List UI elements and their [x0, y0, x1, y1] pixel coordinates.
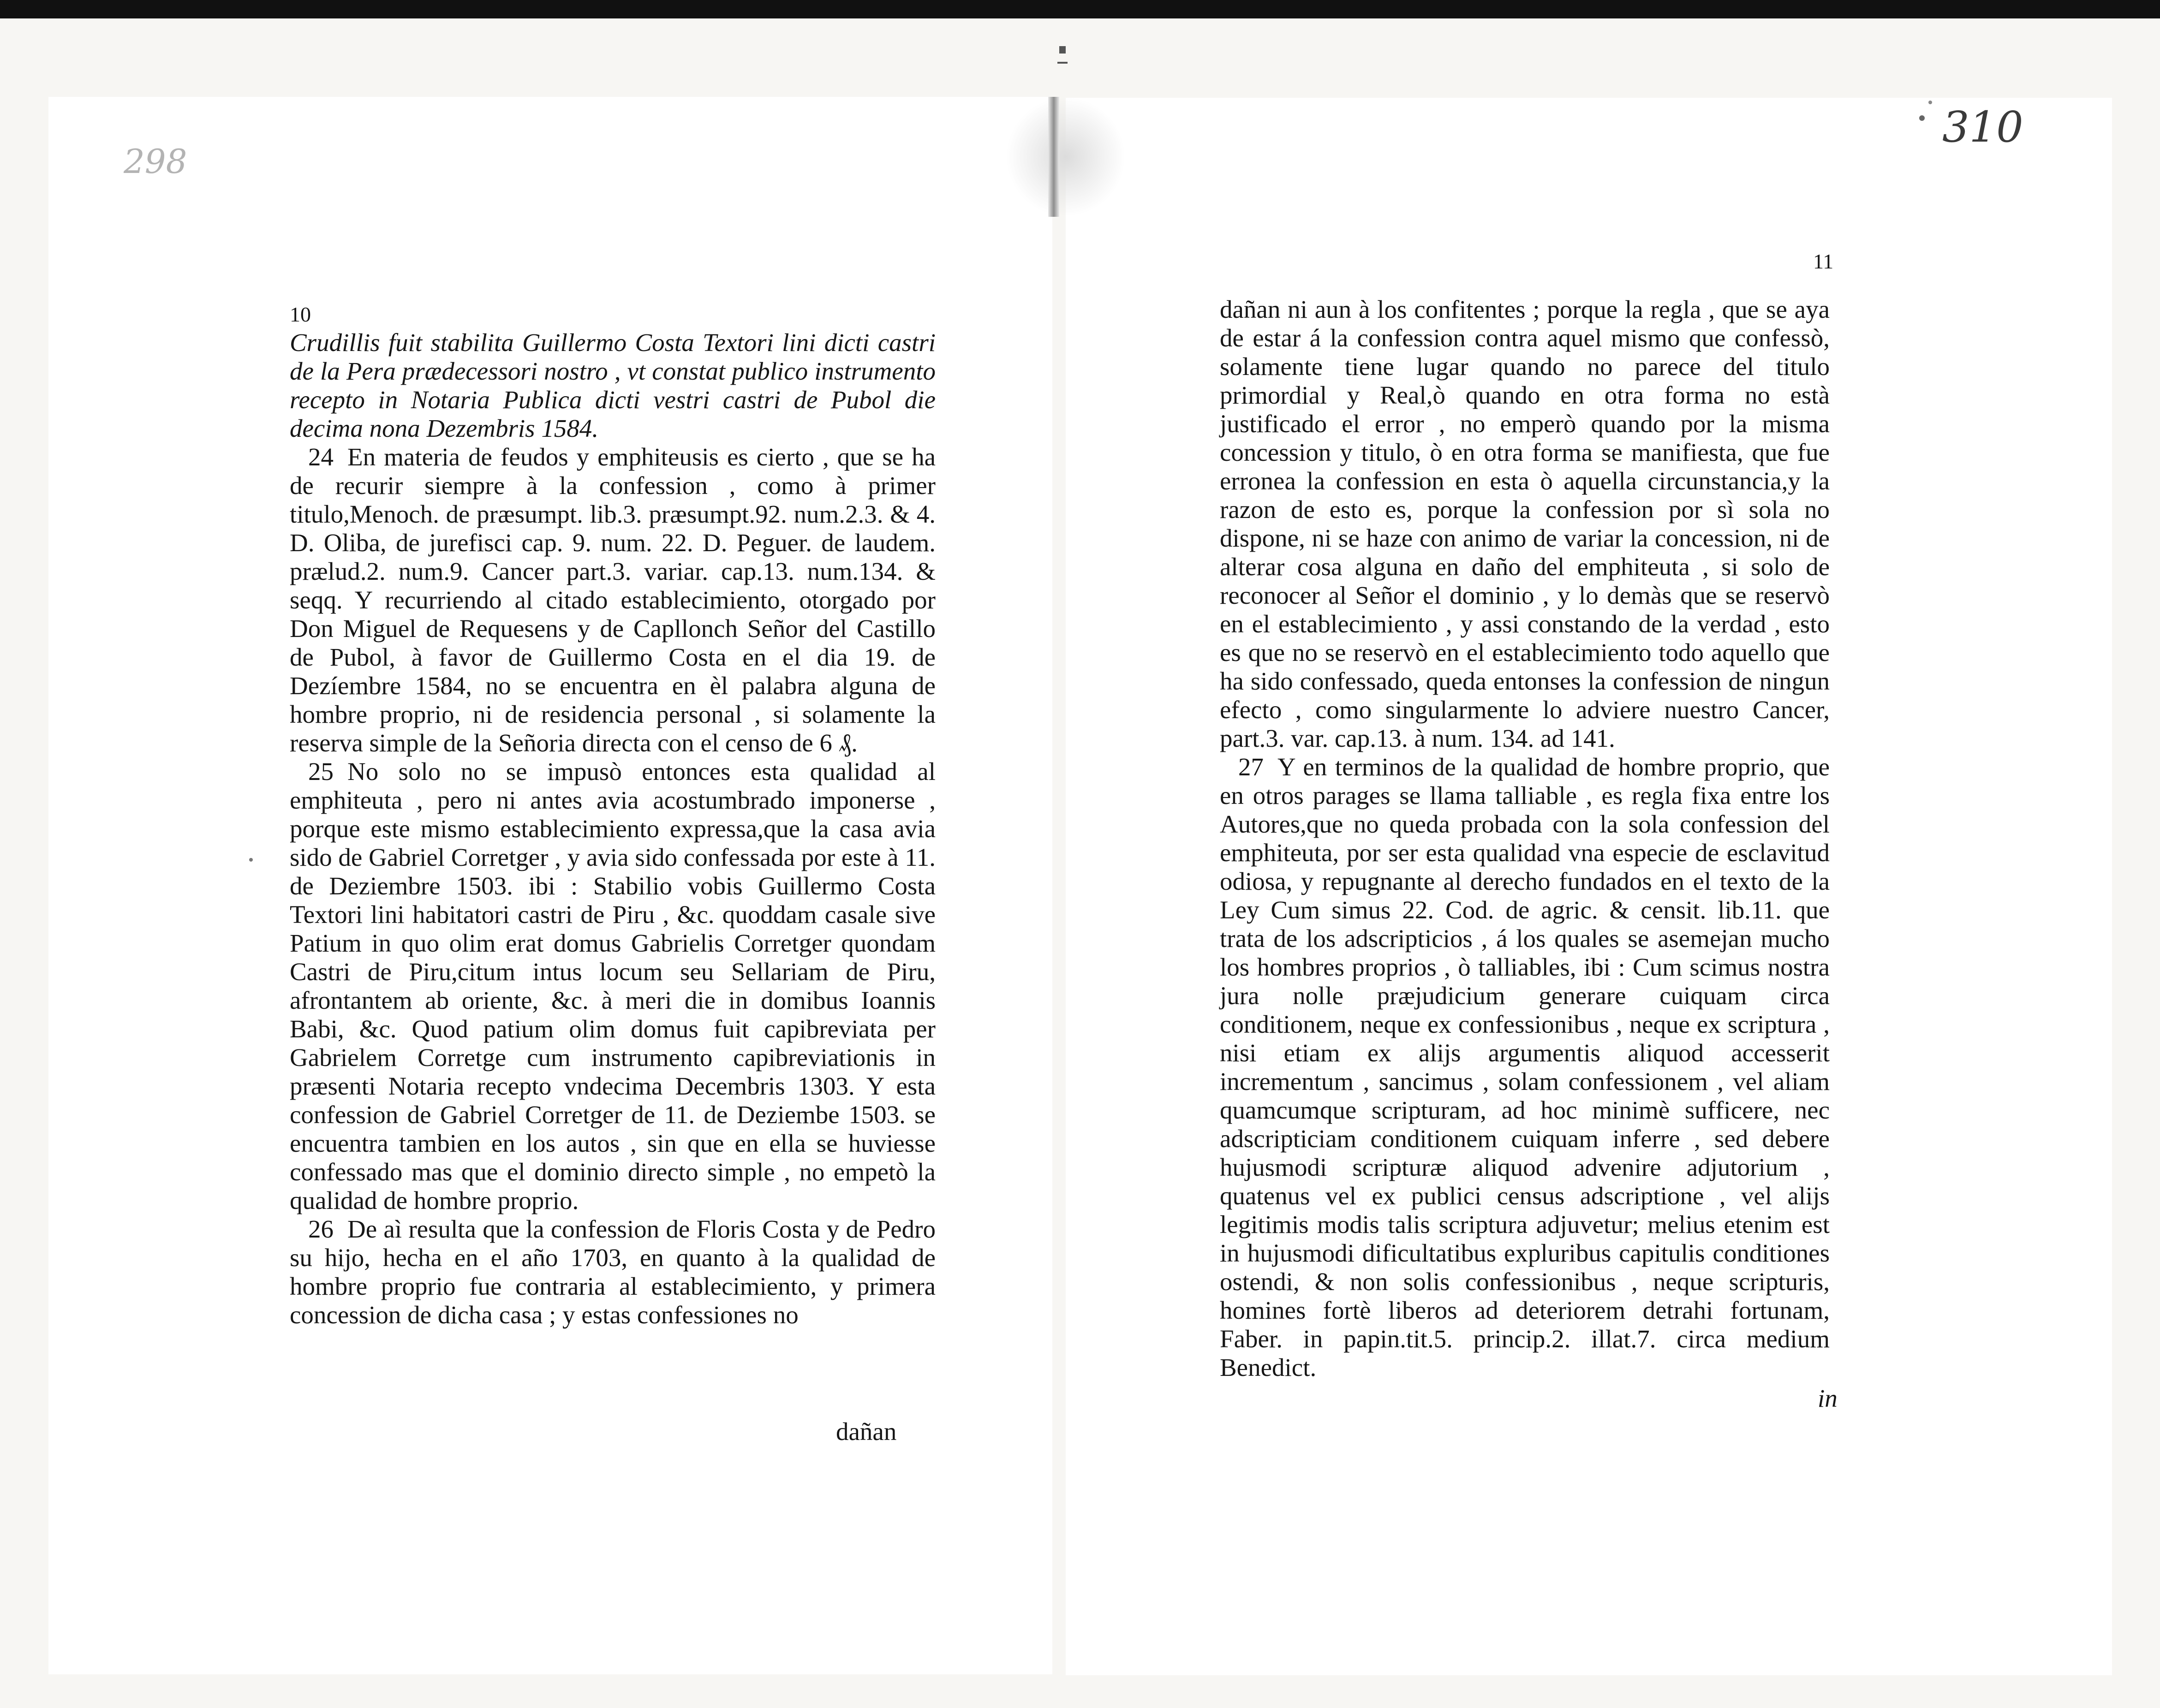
catchword-right: in: [1818, 1384, 1838, 1412]
scan-top-edge: [0, 0, 2160, 18]
paragraph-text: En materia de feudos y emphiteusis es cierto , que se ha de recurir siempre à la confession , como à primer titulo,Menoch. de præsumpt. lib.3. præsumpt.92. num.2.3. & 4. D. Oliba, de jurefisci cap. 9. num. 22. D. Peguer. de laudem. prælud.2. num.9. Cancer part.3. variar. cap.13. num.134. & seqq. Y recurriendo al citado establecimiento, otorgado por Don Miguel de Requesens y de Capllonch Señor del Castillo de Pubol, à favor de Guillermo Costa en el dia 19. de Dezíembre 1584, no se encuentra en èl palabra alguna de hombre proprio, ni de residencia personal , si solamente la reserva simple de la Señoria directa con el censo de 6 ₰.: [290, 443, 936, 757]
paragraph: [290, 757, 936, 1215]
left-page-text: [290, 328, 936, 1329]
page-number-right: 11: [1813, 250, 1834, 273]
catchword-left: dañan: [836, 1417, 897, 1446]
right-page-text: [1220, 295, 1830, 1382]
scan-gutter-mark-line: [1057, 62, 1068, 64]
paragraph: [1220, 295, 1830, 753]
page-number-left: 10: [290, 303, 311, 326]
paragraph-number: 26: [308, 1215, 334, 1243]
spine-shadow: [1006, 97, 1126, 217]
scan-gutter-mark: [1059, 46, 1066, 54]
paragraph: [290, 443, 936, 757]
ink-speck: [1919, 115, 1925, 121]
handwritten-folio-left: 298: [124, 142, 187, 181]
paragraph: [1220, 753, 1830, 1382]
ink-speck: [249, 858, 253, 862]
handwritten-folio-right: 310: [1942, 102, 2023, 152]
paragraph-text: De aì resulta que la confession de Floris Costa y de Pedro su hijo, hecha en el año 1703, en quanto à la qualidad de hombre proprio fue contraria al establecimiento, y primera concession de dicha casa ; y estas confessiones no: [290, 1215, 936, 1329]
ink-speck: [1928, 101, 1932, 104]
paragraph: [290, 328, 936, 443]
paragraph-text: Y en terminos de la qualidad de hombre proprio, que en otros parages se llama talliable , es regla fixa entre los Autores,que no queda probada con la sola confession del emphiteuta, por ser esta qualidad vna especie de esclavitud odiosa, y repugnante al derecho fundados en el texto de la Ley Cum simus 22. Cod. de agric. & censit. lib.11. que trata de los adscripticios , á los quales se asemejan mucho los hombres proprios , ò talliables, ibi : Cum scimus nostra jura nolle præjudicium generare cuiquam circa conditionem, neque ex confessionibus , neque ex scriptura , nisi etiam ex alijs argumentis aliquod accesserit incrementum , sancimus , solam confessionem , vel aliam quamcumque scripturam, ad hoc minimè sufficere, nec adscripticiam conditionem cuiquam inferre , sed debere hujusmodi scripturæ aliquod advenire adjutorium , quatenus vel ex publici census adscriptione , vel alijs legitimis modis talis scriptura adjuvetur; melius etenim est in hujusmodi dificultatibus expluribus capitulis conditiones ostendi, & non solis confessionibus , neque scripturis, homines fortè liberos ad deteriorem detrahi fortunam, Faber. in papin.tit.5. princip.2. illat.7. circa medium Benedict.: [1220, 753, 1830, 1381]
paragraph-number: 24: [308, 443, 334, 471]
paragraph-number: 25: [308, 757, 334, 786]
paragraph-number: 27: [1238, 753, 1264, 781]
book-spine: [1048, 97, 1059, 217]
paragraph: [290, 1215, 936, 1329]
paragraph-text: No solo no se impusò entonces esta qualidad al emphiteuta , pero ni antes avia acostumbrado imponerse , porque este mismo establecimiento expressa,que la casa avia sido de Gabriel Corretger , y avia sido confessada por este à 11. de Deziembre 1503. ibi : Stabilio vobis Guillermo Costa Textori lini habitatori castri de Piru , &c. quoddam casale sive Patium in quo olim erat domus Gabrielis Corretger quondam Castri de Piru,citum intus locum seu Sellariam de Piru, afrontantem ab oriente, &c. à meri die in domibus Ioannis Babi, &c. Quod patium olim domus fuit capibreviata per Gabrielem Corretge cum instrumento capibreviationis in præsenti Notaria recepto vndecima Decembris 1303. Y esta confession de Gabriel Corretger de 11. de Deziembe 1503. se encuentra tambien en los autos , sin que en ella se huviesse confessado mas que el dominio directo simple , no empetò la qualidad de hombre proprio.: [290, 757, 936, 1214]
paragraph-text: Crudillis fuit stabilita Guillermo Costa Textori lini dicti castri de la Pera prædecessori nostro , vt constat publico instrumento recepto in Notaria Publica dicti vestri castri de Pubol die decima nona Dezembris 1584.: [290, 328, 936, 442]
paragraph-text: dañan ni aun à los confitentes ; porque la regla , que se aya de estar á la confession contra aquel mismo que confessò, solamente tiene lugar quando no parece del titulo primordial y Real,ò quando en otra forma no està justificado el error , no emperò quando por la misma concession y titulo, ò en otra forma se manifiesta, que fue erronea la confession en esta ò aquella circunstancia,y la razon de esto es, porque la confession por sì sola no dispone, ni se haze con animo de variar la concession, ni de alterar cosa alguna en daño del emphiteuta , si solo de reconocer al Señor el dominio , y lo demàs que se reservò en el establecimiento , y assi constando de la verdad , esto es que no se reservò en el establecimiento todo aquello que ha sido confessado, queda entonses la confession de ningun efecto , como singularmente lo adviere nuestro Cancer, part.3. var. cap.13. à num. 134. ad 141.: [1220, 295, 1830, 752]
